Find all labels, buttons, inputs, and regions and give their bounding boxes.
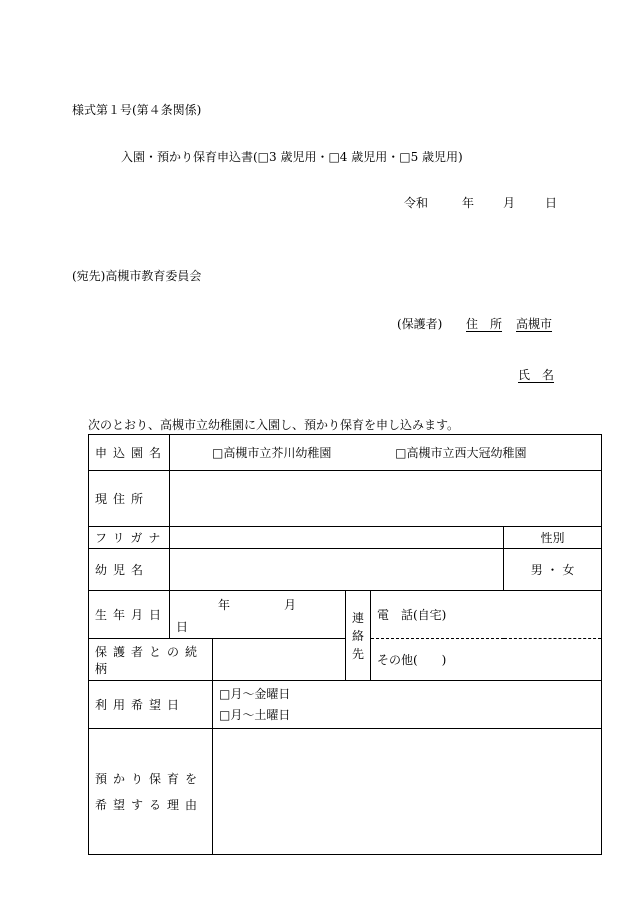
page-title: 入園・預かり保育申込書(□3 歳児用・□4 歳児用・□5 歳児用) — [121, 150, 463, 164]
school-option-akutagawa[interactable]: □高槻市立芥川幼稚園 — [212, 446, 332, 460]
reason-label-line-1: 預かり保育を — [95, 771, 204, 786]
row-school — [89, 435, 602, 471]
form-number: 様式第１号(第４条関係) — [72, 103, 202, 117]
birth-year: 年 — [218, 598, 231, 612]
address-field[interactable] — [170, 471, 602, 527]
contact-label-text: 連絡先 — [352, 610, 365, 661]
guardian-name-label: 氏 名 — [518, 368, 555, 382]
guardian-role: (保護者) — [397, 317, 443, 331]
gender-label: 性別 — [504, 527, 602, 549]
row-birthdate-top — [89, 591, 602, 615]
row-relation-top — [89, 639, 602, 660]
birthdate-field[interactable] — [170, 591, 346, 639]
phone-home-field[interactable] — [371, 591, 602, 639]
row-furigana — [89, 527, 602, 549]
reason-label-line-2: 希望する理由 — [95, 797, 204, 812]
application-table — [88, 434, 602, 855]
date-era: 令和 — [404, 196, 429, 210]
usage-label: 利用希望日 — [89, 681, 213, 729]
child-name-label: 幼児名 — [89, 549, 170, 591]
relation-label: 保護者との続柄 — [89, 639, 213, 681]
phone-other-label: その他( ) — [377, 653, 447, 667]
row-reason — [89, 729, 602, 855]
row-usage — [89, 681, 602, 729]
date-day: 日 — [545, 196, 558, 210]
contact-label — [346, 591, 371, 681]
birth-month: 月 — [284, 598, 297, 612]
furigana-label: フリガナ — [89, 527, 170, 549]
address-label: 現住所 — [89, 471, 170, 527]
row-address — [89, 471, 602, 527]
school-option-nishiookanmuri[interactable]: □高槻市立西大冠幼稚園 — [395, 446, 527, 460]
date-month: 月 — [503, 196, 516, 210]
phone-home-label: 電 話(自宅) — [377, 608, 447, 622]
birth-day: 日 — [176, 620, 189, 634]
school-options — [170, 435, 602, 471]
child-name-field[interactable] — [170, 549, 504, 591]
school-label: 申込園名 — [89, 435, 170, 471]
intro-text: 次のとおり、高槻市立幼稚園に入園し、預かり保育を申し込みます。 — [88, 418, 460, 432]
usage-option-mon-fri[interactable]: □月～金曜日 — [219, 686, 291, 701]
birthdate-label: 生年月日 — [89, 591, 170, 639]
gender-options[interactable]: 男 ・ 女 — [504, 549, 602, 591]
phone-other-field[interactable] — [371, 639, 602, 681]
guardian-address-city: 高槻市 — [516, 317, 553, 331]
row-child-name — [89, 549, 602, 591]
reason-field[interactable] — [213, 729, 602, 855]
addressee: (宛先)高槻市教育委員会 — [72, 269, 202, 283]
guardian-address-label: 住 所 — [466, 317, 503, 331]
furigana-field[interactable] — [170, 527, 504, 549]
date-year: 年 — [462, 196, 475, 210]
usage-option-mon-sat[interactable]: □月～土曜日 — [219, 707, 291, 722]
relation-field[interactable] — [213, 639, 346, 681]
reason-label — [89, 729, 213, 855]
usage-options — [213, 681, 602, 729]
